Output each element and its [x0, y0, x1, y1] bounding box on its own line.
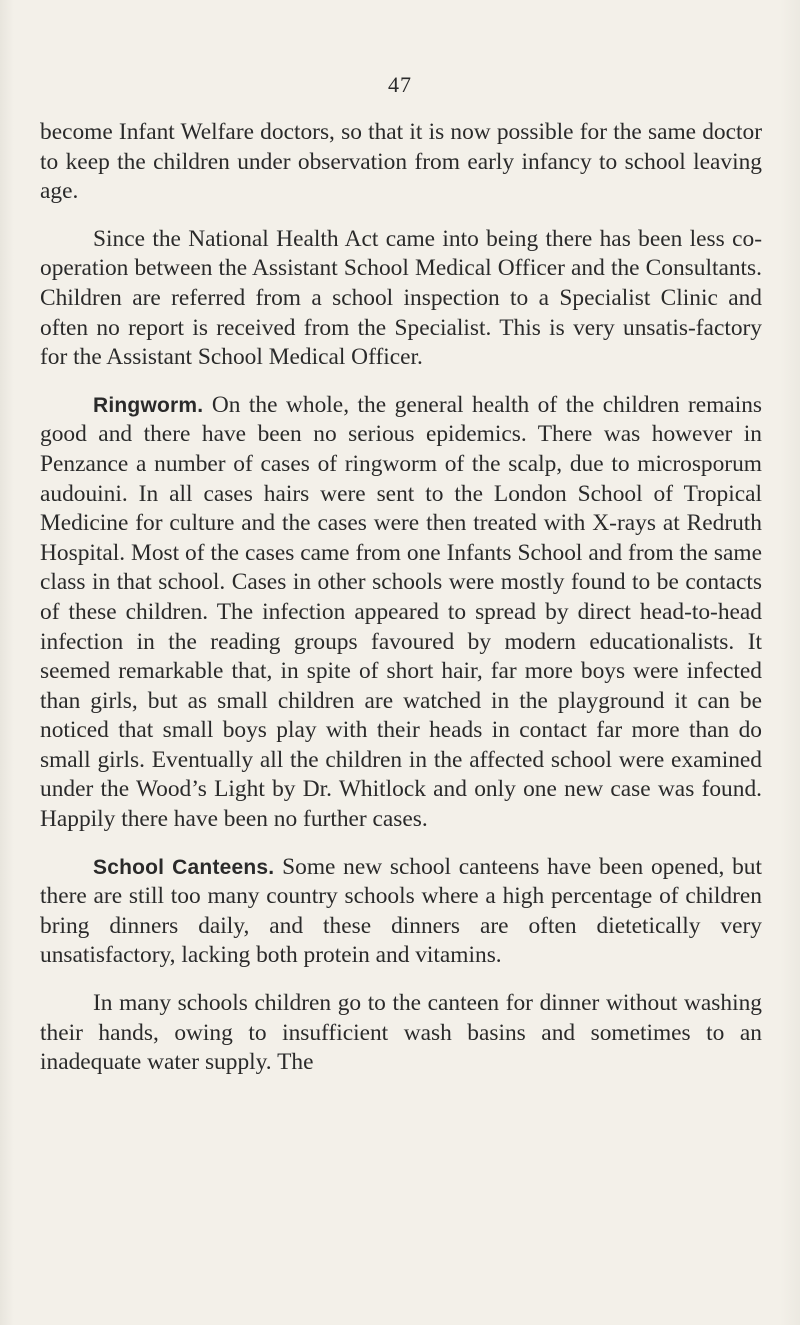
section-heading-school-canteens: School Canteens. — [93, 855, 275, 879]
paragraph-canteen-hygiene — [40, 989, 762, 1078]
page-body — [40, 118, 762, 1078]
paragraph-text: Some new school canteens have been opened, but there are still too many country schools where a high percentage of children bring dinners daily, and these dinners are often dietetically very unsatisfactory, lacking both protein and vitamins. — [40, 853, 762, 969]
paragraph-national-health-act — [40, 225, 762, 373]
paragraph-text: In many schools children go to the canteen for dinner without washing their hands, owing to insufficient wash basins and sometimes to an inadequate water supply. The — [40, 990, 762, 1076]
paragraph-ringworm — [40, 391, 762, 835]
section-heading-ringworm: Ringworm. — [93, 393, 204, 417]
paragraph-school-canteens — [40, 853, 762, 971]
paragraph-text: become Infant Welfare doctors, so that it is now possible for the same doctor to keep the children under observation from early infancy to school leaving age. — [40, 119, 762, 205]
page-number: 47 — [388, 72, 412, 97]
paragraph-infant-welfare — [40, 118, 762, 207]
paragraph-text: On the whole, the general health of the children remains good and there have been no serious epidemics. There was however in Penzance a number of cases of ringworm of the scalp, due to microsporum audouini. In all cases hairs were sent to the London School of Tropical Medicine for culture and the cases were then treated with X-rays at Redruth Hospital. Most of the cases came from one Infants School and from the same class in that school. Cases in other schools were mostly found to be contacts of these children. The infection appeared to spread by direct head-to-head infection in the reading groups favoured by modern educationalists. It seemed remarkable that, in spite of short hair, far more boys were infected than girls, but as small children are watched in the playground it can be noticed that small boys play with their heads in contact far more than do small girls. Eventually all the children in the affected school were examined under the Wood’s Light by Dr. Whitlock and only one new case was found. Happily there have been no further cases. — [40, 391, 762, 833]
paragraph-text: Since the National Health Act came into being there has been less co-operation between the Assistant School Medical Officer and the Consultants. Children are referred from a school inspection to a Specialist Clinic and often no report is received from the Specialist. This is very unsatis-factory for the Assistant School Medical Officer. — [40, 225, 762, 371]
